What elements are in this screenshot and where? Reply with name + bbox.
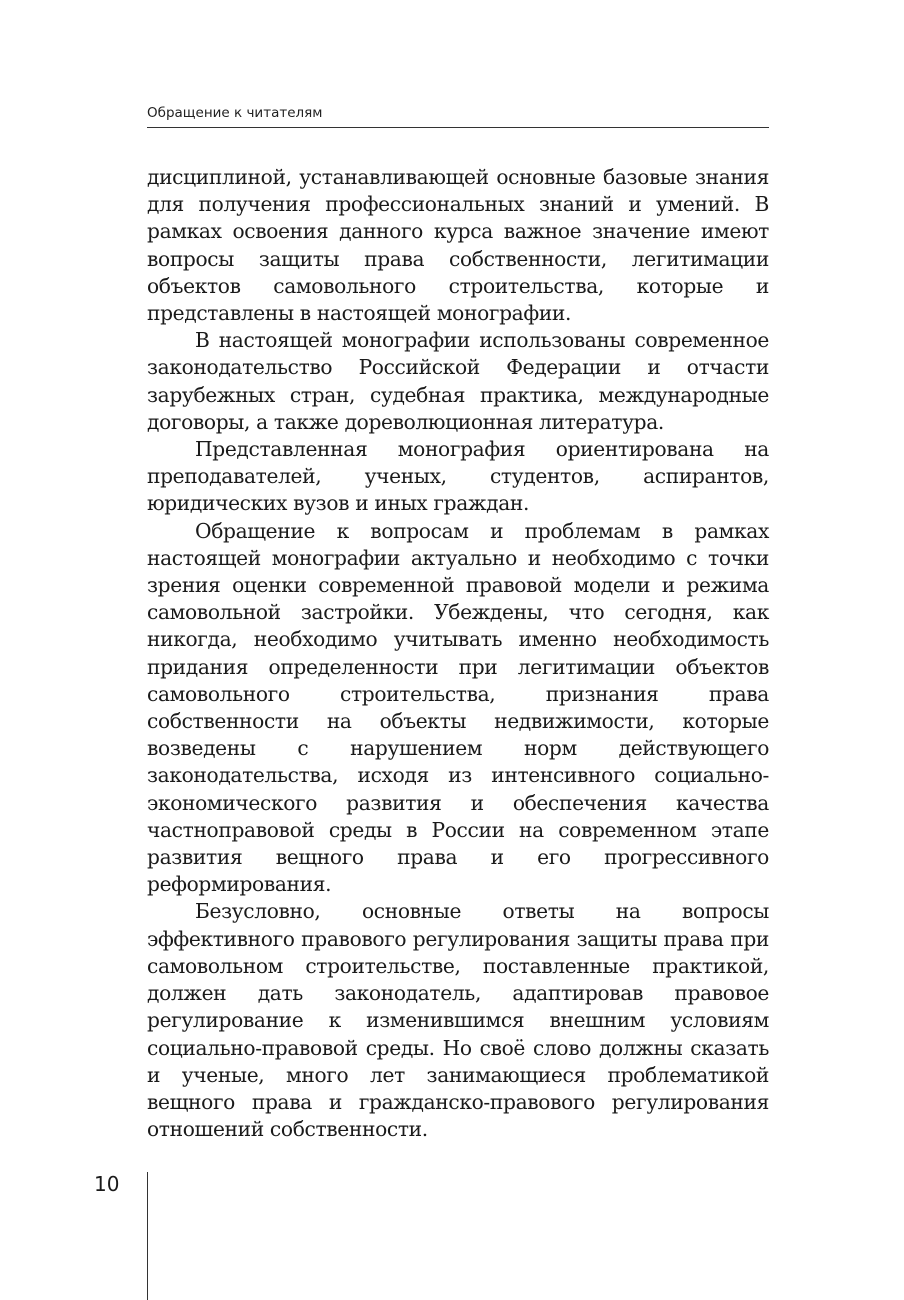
paragraph-2: В настоящей монографии использованы современное законодательство Российской Федерации и отчасти зарубежных стран, судебная практика, международные договоры, а также дореволюционная литература.	[147, 328, 769, 434]
paragraph-5: Безусловно, основные ответы на вопросы эффективного правового регулирования защиты права при самовольном строительстве, поставленные практикой, должен дать законодатель, адаптировав правовое регулирование к изменившимся внешним условиям социально-правовой среды. Но своё слово должны сказать и ученые, много лет занимающиеся проблематикой вещного права и гражданско-правового регулирования отношений собственности.	[147, 899, 769, 1142]
header-rule	[147, 127, 769, 128]
running-header: Обращение к читателям	[147, 105, 323, 121]
page-number: 10	[94, 1172, 120, 1196]
paragraph-3: Представленная монография ориентирована на преподавателей, ученых, студентов, аспирантов, юридических вузов и иных граждан.	[147, 437, 769, 516]
paragraph-1: дисциплиной, устанавливающей основные базовые знания для получения профессиональных знаний и умений. В рамках освоения данного курса важное значение имеют вопросы защиты права собственности, легитимации объектов самовольного строительства, которые и представлены в настоящей монографии.	[147, 165, 769, 326]
body-text	[147, 164, 769, 1143]
folio-rule	[147, 1172, 148, 1300]
paragraph-4: Обращение к вопросам и проблемам в рамках настоящей монографии актуально и необходимо с точки зрения оценки современной правовой модели и режима самовольной застройки. Убеждены, что сегодня, как никогда, необходимо учитывать именно необходимость придания определенности при легитимации объектов самовольного строительства, признания права собственности на объекты недвижимости, которые возведены с нарушением норм действующего законодательства, исходя из интенсивного социально-экономического развития и обеспечения качества частноправовой среды в России на современном этапе развития вещного права и его прогрессивного реформирования.	[147, 518, 769, 897]
